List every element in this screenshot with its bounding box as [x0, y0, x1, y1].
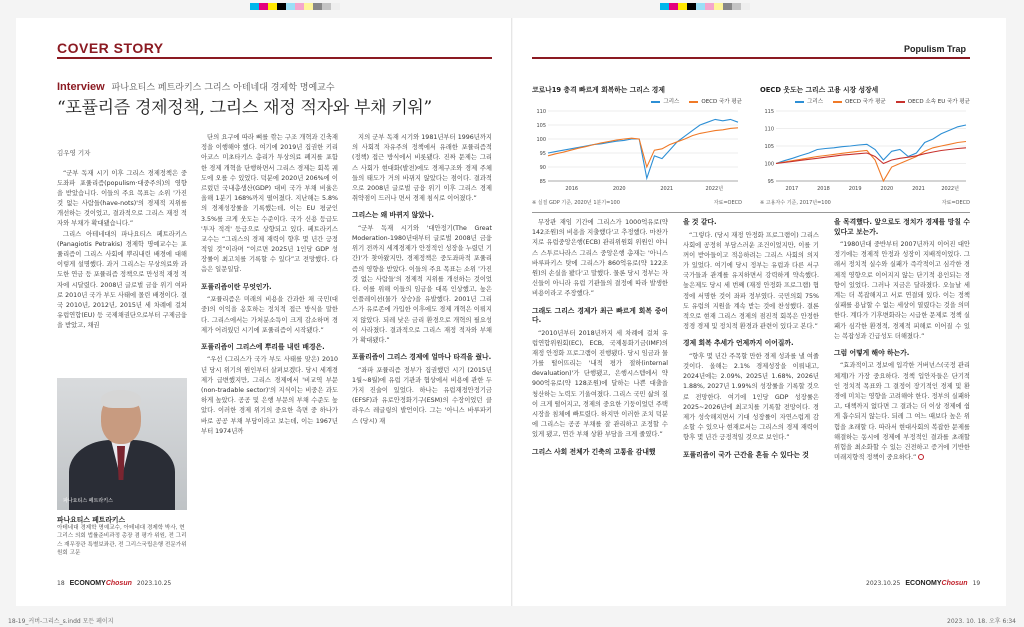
paragraph: “군부 독재 시기 이후 그리스 경제정책은 중도좌파 포퓰리즘(populism·대중주의)의 영향을 받았습니다. 이들의 주요 목표는 소위 '가진 것 없는 사람들(have-nots)'의 경제적 지위를 개선하는 것이었고, 결과적으로 그리스 재정 적자와 부채가 확대됐습니다.”	[57, 169, 187, 228]
paragraph: “효과적이고 정보에 입각한 거버넌스(국정 관리 체계)가 가장 중요하다. 정책 입안자들은 단기적인 정치적 목표와 그 결정이 장기적인 경제 및 환경에 미치는 영향을 고려해야 한다. 정부의 실패하고, 대책까지 없다면 그 결과는 더 이상 경제에 쉽게 흡수되지 않는다. 되레 그 여느 때보다 높은 위험을 초래할 다. 따라서 현대사회의 복잡한 문제를 해결하는 동시에 경제에 부정적인 결과를 초래할 위험을 최소화할 수 있는 건전하고 증거에 기반한 미래지향적 정책이 중요하다.”	[834, 362, 970, 462]
y-tick-label: 100	[536, 137, 546, 143]
chart-svg-gdp	[532, 107, 742, 193]
y-tick-label: 105	[536, 123, 546, 129]
question-heading: 포퓰리즘이 국가 근간을 흔들 수 있다는 것	[683, 450, 809, 459]
chart-note: ※ 실질 GDP 기준, 2020년 1분기=100 자료=OECD	[532, 200, 742, 206]
paragraph: “좌파 포퓰리즘 정부가 집권했던 시기 (2015년 1월~8월)에 유럽 기관과 협상에서 비용에 관한 두 가지 진술이 있었다. 하나는 유럽재정안정기금(EFSF)과 유로안정화기구(ESM)의 수장이었던 클라우스 레글링의 발언이다. 그는 '아니스 바루파키스 (당시) 재	[352, 366, 492, 425]
y-tick-label: 95	[767, 179, 774, 185]
paragraph: “향후 몇 년간 주목할 만한 경제 성과를 낼 여줄 것이다. 올해는 2.1% 경제성장을 이뤄내고, 2024년에는 2.09%, 2025년 1.68%, 2026년 1.88%, 2027년 1.99%의 성장률을 기록할 것으로 전망한다. 여기에 1인당 GDP 성장률은 2025~2026년에 최고치를 기록할 전망이다. 경제가 성숙해지면서 기대 성장률이 자연스럽게 감소할 수 있으나 현재로서는 그리스의 경제 재력이 향후 몇 년간 긍정적일 것으로 보인다.”	[683, 352, 819, 442]
section-label-right: Populism Trap	[903, 44, 966, 54]
x-tick-label: 2021	[660, 186, 674, 192]
chart-note: ※ 고용자수 기준, 2017년=100 자료=OECD	[760, 200, 970, 206]
byline: 김우영 기자	[57, 149, 91, 157]
page-number: 18	[57, 580, 65, 587]
legend-item: OECD 국가 평균	[689, 97, 742, 105]
paragraph: “1980년대 중반부터 2007년까지 이어진 대안정기에는 경제적 안정과 성장이 지배적이었다. 그래서 정치적 실수와 실패가 즉각적이고 심각한 경제적 영향으로 이어지지 않는 단기적 용인되는 경향이 있었다. 그러나 지금은 달라졌다. 오늘날 세계는 더 복잡해지고 서로 연결돼 있다. 이는 정책 실패를 용납할 수 없는 세상이 열렸다는 것을 의미한다. 계다가 기후변화라는 시급한 문제로 정책 실패가 심각한 환경적, 경제적 피해로 이어질 수 있는 복잡성과 긴급성도 더해졌다.”	[834, 241, 970, 340]
x-tick-label: 2021	[912, 186, 925, 192]
legend-item: OECD 소속 EU 국가 평균	[896, 97, 970, 105]
page-gutter	[511, 18, 513, 606]
chart-title: 코로나19 충격 빠르게 회복하는 그리스 경제	[532, 86, 665, 94]
x-tick-label: 2018	[817, 186, 830, 192]
y-tick-label: 95	[539, 151, 546, 157]
color-swatches-left	[250, 3, 340, 10]
y-tick-label: 110	[764, 126, 774, 133]
kicker-text: 파나요티스 페트라키스 그리스 아테네대 경제학 명예교수	[111, 83, 335, 93]
x-tick-label: 2022년	[941, 186, 959, 192]
question-heading: 경제 회복 추세가 언제까지 이어질까.	[683, 339, 794, 348]
chart-employment	[760, 84, 970, 204]
legend-item: 그리스	[795, 97, 823, 105]
right-column-1	[532, 218, 668, 573]
left-column-3	[352, 133, 492, 573]
brand-name: ECONOMYChosun	[69, 580, 132, 587]
left-column-1	[57, 148, 187, 373]
footer-left	[57, 580, 171, 587]
left-column-2	[201, 133, 338, 573]
interview-kicker	[57, 80, 335, 93]
x-tick-label: 2017	[785, 186, 799, 192]
question-heading: 을 목격했다. 앞으로도 정치가 경제를 망칠 수 있다고 보는가.	[834, 218, 970, 236]
paragraph: 단의 요구에 따라 뼈를 깎는 구조 개혁과 긴축재정을 이행해야 했다. 여기에 2019년 집권한 키리아코스 미초타키스 총리가 투상의료 폐지를 포함한 경제 개혁을 단행하면서 그리스 경제는 회복 궤도에 오를 수 있었다. 덕분에 2020년 206%에 이르렀던 국내총생산(GDP) 대비 국가 부채 비율은 올해 1분기 168%까지 떨어졌다. 지난해는 5.8%의 경제성장률을 기록했는데, 이는 EU 평균인 3.5%를 크게 웃도는 수준이다. 국가 신용 등급도 '투자 적격' 등급으로 상향되고 있다. 페트라키스 교수는 “그리스의 경제 재력이 향후 몇 년간 긍정적일 것”이라며 “이르면 2025년 1인당 GDP 성장률이 최고치를 기록할 수 있다”고 전망했다. 다음은 일문일답.	[201, 134, 338, 274]
paragraph: 지의 군부 독재 시기와 1981년부터 1996년까지의 사회적 자유주의 정책에서 유래한 포퓰리즘적 (정책) 접근 방식에서 비롯됐다. 진짜 문제는 그리스 사회가 현대화(발전)에도 경제구조와 경제 주체들의 태도가 거의 바뀌지 않았다는 점이다. 결과적으로 2008년 글로벌 금융 위기 이후 그리스 경제 취약점이 드러나 면서 경제 침식로 이어졌다.”	[352, 134, 492, 203]
y-tick-label: 115	[764, 109, 774, 115]
chart-gdp-recovery	[532, 84, 742, 204]
registration-bar-bottom	[0, 613, 1024, 627]
x-tick-label: 2019	[848, 186, 862, 192]
photo-caption: 파나요티스 페트라키스	[63, 498, 113, 504]
question-heading: 을 것 같다.	[683, 218, 717, 226]
page-number: 19	[972, 580, 981, 587]
question-heading: 그리스는 왜 바뀌지 않았나.	[352, 211, 434, 220]
series-line	[776, 125, 966, 164]
x-tick-label: 2020	[612, 186, 626, 192]
x-tick-label: 2016	[565, 186, 579, 192]
y-tick-label: 85	[539, 179, 546, 185]
portrait-photo	[57, 378, 187, 510]
chart-legend	[532, 97, 742, 105]
chart-title: OECD 웃도는 그리스 고용 시장 성장세	[760, 86, 879, 94]
issue-date: 2023.10.25	[136, 580, 172, 587]
chart-svg-employment	[760, 107, 970, 193]
paragraph: “2010년부터 2018년까지 세 차례에 걸쳐 유럽연합위원회(EC), ECB, 국제통화기금(IMF)의 재정 안정화 프로그램이 진행됐다. 당시 임금과 물가를 떨어뜨리는 '내적 평가 절하(internal devaluation)'가 단행됐고, 은행시스템에서 약 900억유로(약 128조원)에 달하는 나쁜 대출을 청산하는 노력도 기울여졌다. 그리스 국민 삶의 질이 크게 떨어지고, 경제의 중요한 기둥이었던 주택 시장을 침체에 빠트렸다. 하지만 이러한 조치 덕분에 그리스는 공공 부채를 잘 관리하고 조정할 수 있게 됐고, 연간 부채 상환 부담을 크게 줄였다.”	[532, 329, 668, 439]
brand-name: ECONOMYChosun	[905, 580, 968, 587]
y-tick-label: 100	[764, 161, 774, 168]
article-title: “포퓰리즘 경제정책, 그리스 재정 적자와 부채 키워”	[57, 98, 432, 118]
question-heading: 그래도 그리스 경제가 최근 빠르게 회복 중이다.	[532, 306, 668, 325]
file-slug: 18-19_커버-그리스_s.indd 모든 페이지	[8, 618, 114, 625]
footer-right	[866, 580, 980, 587]
print-timestamp: 2023. 10. 18. 오후 6:34	[947, 618, 1016, 625]
question-heading: 포퓰리즘이란 무엇인가.	[201, 282, 272, 291]
legend-item: OECD 국가 평균	[833, 97, 886, 105]
right-column-2	[683, 218, 819, 573]
registration-bar-top	[0, 0, 1024, 14]
legend-item: 그리스	[651, 97, 679, 105]
right-column-3	[834, 218, 970, 573]
x-tick-label: 2020	[880, 186, 894, 192]
y-tick-label: 90	[539, 165, 546, 171]
issue-date: 2023.10.25	[866, 580, 901, 587]
question-heading: 포퓰리즘이 그리스에 뿌리를 내린 배경은.	[201, 342, 325, 351]
person-name: 파나요티스 페트라키스	[57, 516, 126, 524]
y-tick-label: 110	[536, 109, 546, 115]
paragraph: “군부 독재 시기와 '대안정기(The Great Moderation-1980년대부터 글로벌 2008년 금융 위기 전까지 세계경제가 안정적인 성장을 누렸던 기간)'가 찾아왔지만, 경제정책은 중도좌파적 포퓰리즘의 영향을 받았다. 이들의 주요 목표는 소위 '가진 것 없는 사람들'의 경제적 지위를 개선하는 것이었다. 이를 위해 이들의 임금을 대폭 인상했고, 높은 인플레이션(물가 상승)을 유발했다. 2001년 그리스가 유로존에 가입한 이후에도 경제 개혁은 이뤄지지 않았다. 되레 낮은 금리 환경으로 개혁의 필요성이 사라졌다. 결과적으로 그리스 재정 적자와 부채가 확대됐다.”	[352, 224, 492, 344]
kicker-label: Interview	[57, 81, 105, 93]
end-mark-icon	[918, 454, 924, 460]
chart-legend	[760, 97, 970, 105]
chart-divider	[532, 212, 970, 213]
person-description: 아테네대 경제학 명예교수, 아테네대 경제학 박사, 현 그리스 의회 법률준비과정 총장 겸 평가 위원, 전 그리스 재무장관 특별보좌관, 전 그리스국립은행 전문가위원회 고문	[57, 525, 187, 557]
x-tick-label: 2022년	[705, 186, 724, 192]
question-heading: 그럼 어떻게 해야 하는가.	[834, 348, 910, 357]
paragraph: “그렇다. (당시 재정 안정화 프로그램이) 그리스 사회에 공정히 부담스러운 조건이었지만, 이를 기꺼이 받아들이고 적응하려는 그리스 사회의 의지가 있었다. 여기에 당시 정부는 유럽과 다른 서구 국가들과 관계를 유지하면서 강력하게 약속했다. 높은제도 당시 세 번째 (재정 안정화 프로그램) 협정에 서명한 것이 좌파 정부였다. 국민의회 75%도 유럽의 지원을 계속 받는 것에 찬성했다. 결론적으로 현재 그리스 경제의 점진적 회복은 안정한 정경 경제 및 정치적 환경과 관련이 있다고 본다.”	[683, 231, 819, 331]
question-heading: 포퓰리즘이 그리스 경제에 얼마나 타격을 줬나.	[352, 353, 492, 362]
section-label: COVER STORY	[57, 40, 164, 56]
section-rule-left	[57, 57, 492, 59]
color-swatches-right	[660, 3, 750, 10]
question-heading: 그리스 사회 전체가 긴축의 고통을 감내했	[532, 447, 656, 456]
paragraph: 그리스 아테네대의 파나요티스 페트라키스(Panagiotis Petrakis) 경제학 명예교수는 포퓰리즘이 그리스 사회에 뿌리내린 배경에 대해 이렇게 설명했다. 과거 그리스는 무상의료와 과도한 연금 등 포퓰리즘 정책으로 만성적 재정 적자에 시달렸다. 2008년 글로벌 금융 위기 여파로 2010년 국가 부도 사태에 몰린 배경이다. 결국 2010년, 2012년, 2015년 세 차례에 걸쳐 유럽연합(EU) 등 국제채권단으로부터 구제금융을 받았고, 채권	[57, 230, 187, 330]
paragraph: 무장관 재임 기간에 그리스가 1000억유로(약 142조원)의 비용을 지출했다'고 추정했다. 마찬가지로 유럽중앙은행(ECB) 관리위원회 위원인 야니스 스투르나라스 그리스 중앙은행 총재는 '아니스 바루파키스 탓에 그리스가 860억유로(약 122조원)의 손실을 봤다'고 말했다. 물론 당시 정부는 자신들이 아니라 유럽 기관들의 결정에 따라 발생한 비용이라고 주장했다.”	[532, 219, 668, 298]
y-tick-label: 105	[764, 144, 774, 150]
section-rule-right	[532, 57, 970, 59]
paragraph: “포퓰리즘은 미래의 비용을 간과한 채 국민(대중)의 이익을 옹호하는 정치적 접근 방식을 말한다. 그리스에서는 가처분소득이 크게 감소하며 경제가 어려웠던 시기에 포퓰리즘이 시작됐다.”	[201, 296, 338, 334]
paragraph: “우선 (그리스가 국가 부도 사태를 맞은) 2010년 당시 위기의 원인부터 살펴보겠다. 당시 세계경제가 급변했지만, 그리스 경제에서 '비교역 부문(non-tradable sector)'의 지식이는 비중은 과도하게 높았다. 공공 및 은행 부문의 부채 수준도 높았다. 이러한 경제 위기의 중요한 측면 중 하나가 바로 공공 부채 부담이라고 보는데, 이는 1967년부터 1974년까	[201, 356, 338, 435]
